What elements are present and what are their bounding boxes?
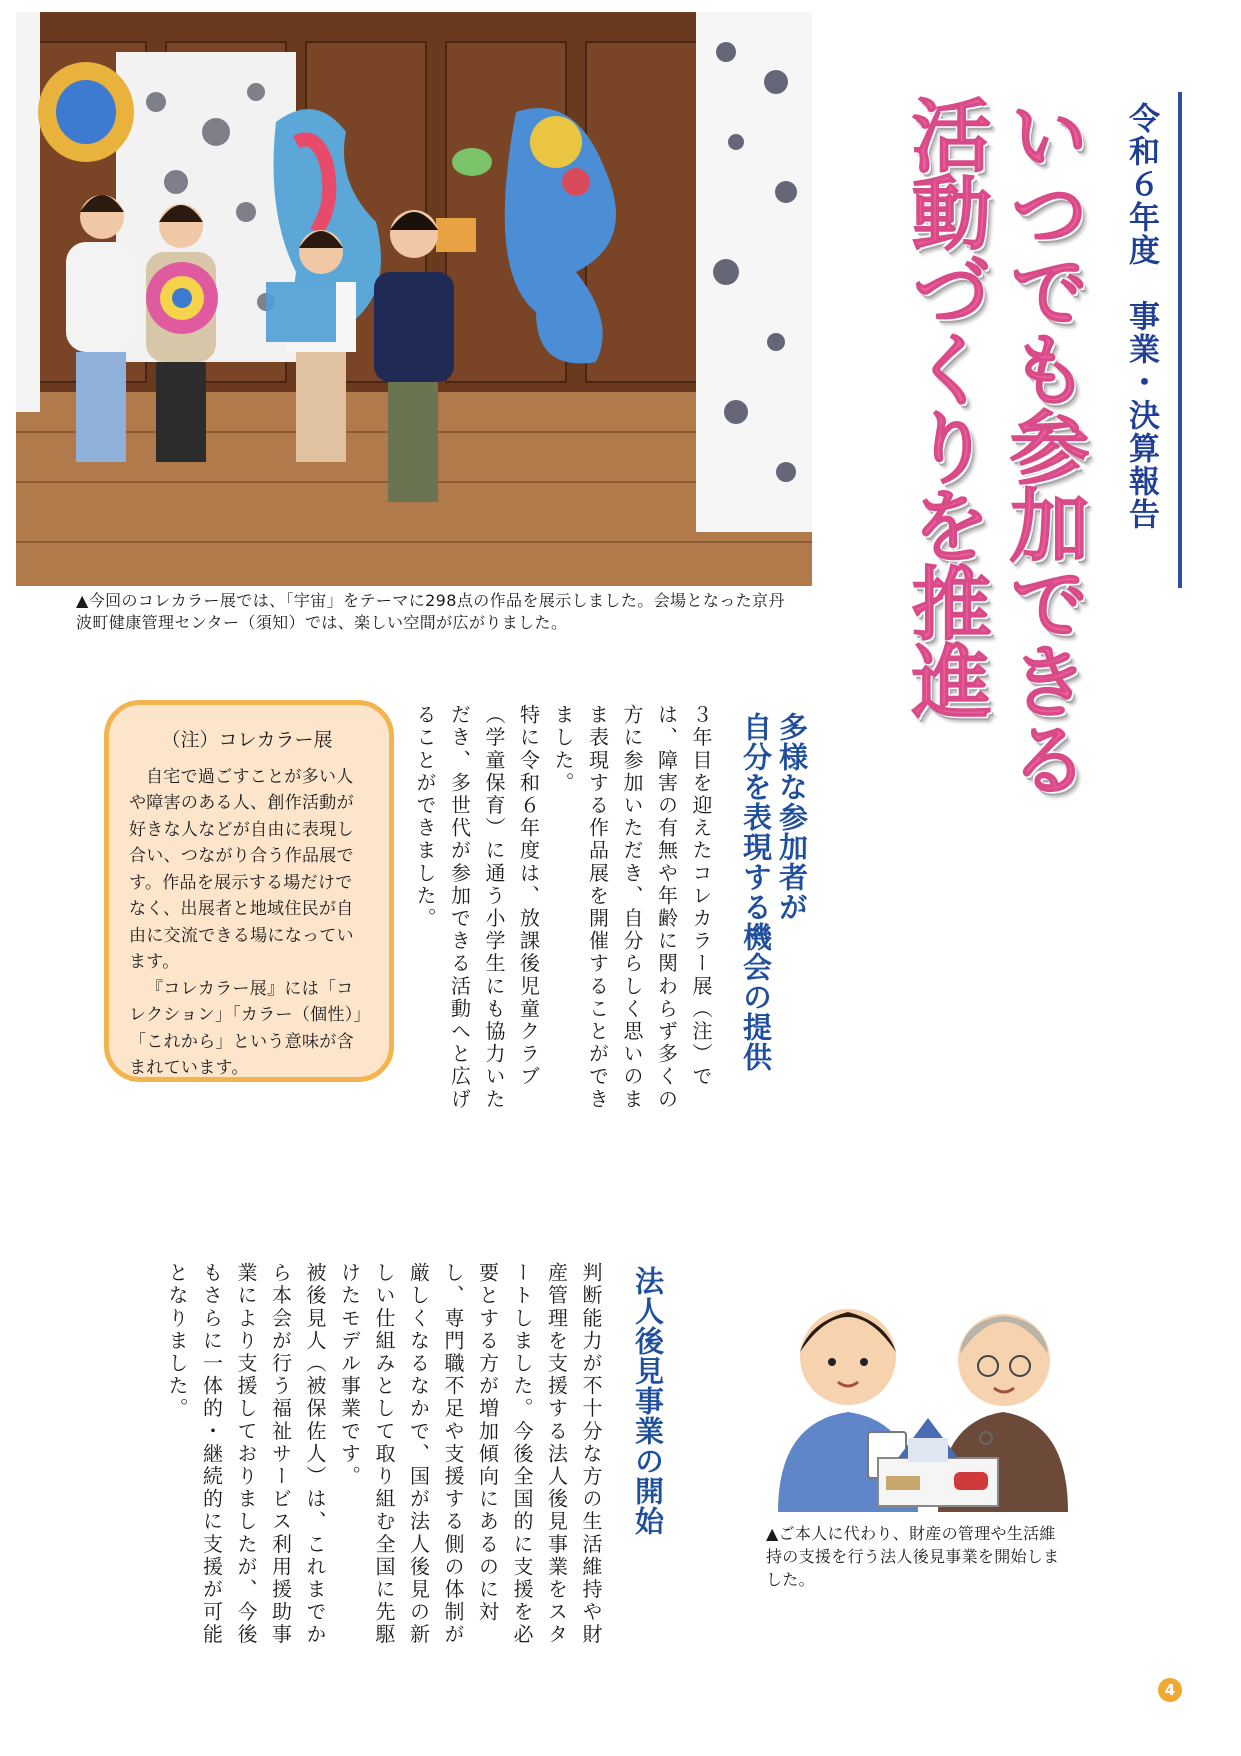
section1-heading <box>738 712 810 1132</box>
report-label: 令和６年度 事業・決算報告 <box>1123 102 1159 531</box>
report-label-band <box>1114 92 1182 588</box>
photo-caption: ▲今回のコレカラー展では、「宇宙」をテーマに298点の作品を展示しました。会場となった京丹波町健康管理センター（須知）では、楽しい空間が広がりました。 <box>76 591 785 632</box>
section1-body <box>413 704 718 1124</box>
section1-paragraph: 特に令和６年度は、放課後児童クラブ（学童保育）に通う小学生にも協力いただき、多世代が参加できる活動へと広げることができました。 <box>413 704 541 1111</box>
section2-paragraph: 判断能力が不十分な方の生活維持や財産管理を支援する法人後見事業をスタートしました。今後全国的に支援を必要とする方が増加傾向にあるのに対し、専門職不足や支援する側の体制が厳しくなるなかで、国が法人後見の新しい仕組みとして取り組む全国に先駆けたモデル事業です。 <box>337 1262 603 1647</box>
guardianship-illustration <box>768 1262 1078 1512</box>
main-title <box>895 94 1091 914</box>
section2-paragraph: 被後見人（被保佐人）は、これまでから本会が行う福祉サービス利用援助事業により支援しておりましたが、今後もさらに一体的・継続的に支援が可能となりました。 <box>165 1262 327 1647</box>
section1-paragraph: ３年目を迎えたコレカラー展（注）では、障害の有無や年齢に関わらず多くの方に参加いただき、自分らしく思いのまま表現する作品展を開催することができました。 <box>551 704 713 1111</box>
main-title-line1: いつでも参加できる <box>996 94 1089 796</box>
note-title: （注）コレカラー展 <box>161 729 333 751</box>
section1-heading-line1: 多様な参加者が <box>775 712 809 922</box>
note-box <box>104 700 394 1082</box>
section1-heading-line2: 自分を表現する機会の提供 <box>739 712 773 1072</box>
exhibition-photo <box>16 12 812 586</box>
main-title-line2: 活動づくりを推進 <box>898 94 991 718</box>
illustration-caption: ▲ご本人に代わり、財産の管理や生活維持の支援を行う法人後見事業を開始しました。 <box>766 1524 1060 1589</box>
note-paragraph: 『コレカラー展』には「コレクション」「カラー（個性）」「これから」という意味が含まれています。 <box>129 978 363 1078</box>
section2-body <box>165 1262 608 1662</box>
note-paragraph: 自宅で過ごすことが多い人や障害のある人、創作活動が好きな人などが自由に表現し合い、つながり合う作品展です。作品を展示する場だけでなく、出展者と地域住民が自由に交流できる場になっています。 <box>129 766 354 972</box>
page-number: 4 <box>1158 1678 1182 1702</box>
section2-heading: 法人後見事業の開始 <box>631 1266 665 1536</box>
